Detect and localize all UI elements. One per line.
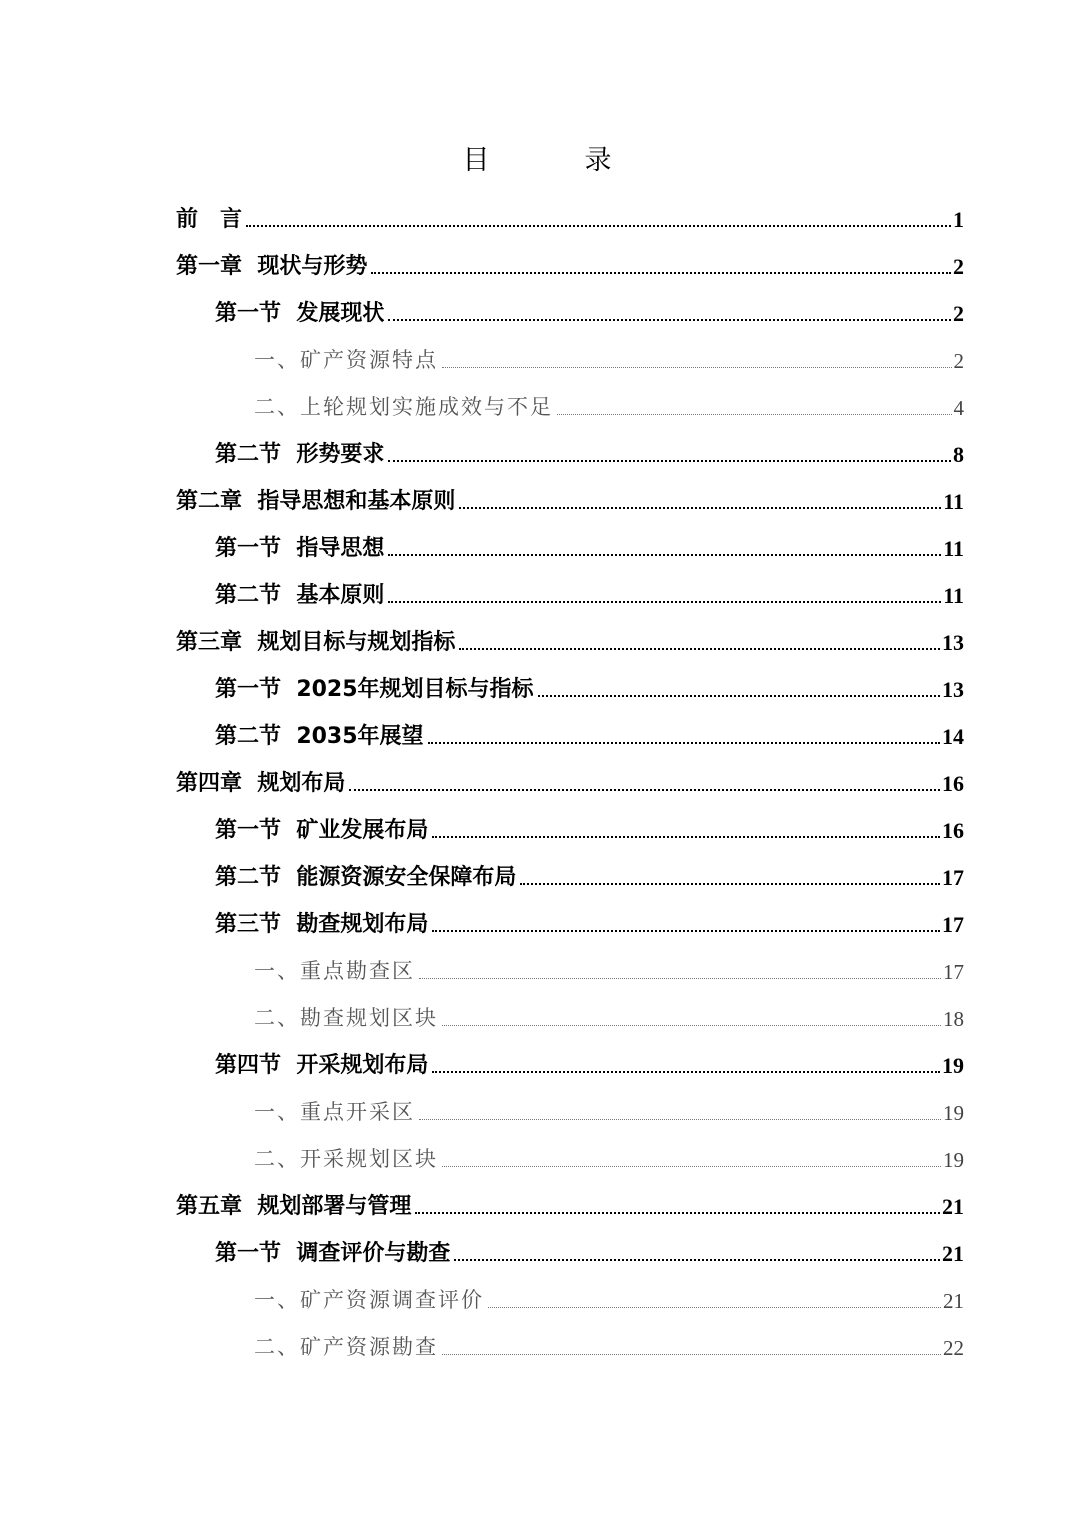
toc-section-entry[interactable] [176,429,964,476]
toc-entry-page-number: 13 [942,630,964,655]
table-of-contents [176,194,964,1369]
page-title: 目 录 [462,145,646,176]
toc-entry-label: 一、矿产资源特点 [254,348,438,372]
toc-subsection-entry[interactable] [176,1087,964,1134]
toc-chapter-entry[interactable] [176,194,964,241]
dot-leader [459,648,940,650]
toc-entry-page-number: 14 [942,724,964,749]
toc-chapter-entry[interactable] [176,476,964,523]
toc-entry-label: 第二章 指导思想和基本原则 [176,489,456,514]
toc-entry-label: 第四章 规划布局 [176,771,346,796]
dot-leader [419,1119,941,1120]
toc-entry-label: 二、上轮规划实施成效与不足 [254,395,553,419]
toc-entry-page-number: 19 [943,1148,964,1172]
toc-entry-label: 第一节 发展现状 [215,301,385,326]
toc-entry-label: 一、矿产资源调查评价 [254,1288,484,1312]
toc-entry-label: 第三章 规划目标与规划指标 [176,630,456,655]
dot-leader [349,789,940,791]
dot-leader [371,272,951,274]
toc-entry-label: 第一章 现状与形势 [176,254,368,279]
dot-leader [557,414,952,415]
toc-entry-page-number: 11 [943,489,964,514]
toc-entry-page-number: 1 [953,207,964,232]
toc-entry-page-number: 8 [953,442,964,467]
toc-entry-label: 第一节 2025年规划目标与指标 [215,677,534,702]
toc-section-entry[interactable] [176,523,964,570]
toc-subsection-entry[interactable] [176,993,964,1040]
dot-leader [432,836,940,838]
toc-subsection-entry[interactable] [176,1322,964,1369]
toc-entry-page-number: 13 [942,677,964,702]
toc-section-entry[interactable] [176,852,964,899]
toc-section-entry[interactable] [176,805,964,852]
toc-entry-label: 二、开采规划区块 [254,1147,438,1171]
dot-leader [428,742,940,744]
toc-entry-page-number: 22 [943,1336,964,1360]
toc-entry-page-number: 2 [953,301,964,326]
toc-section-entry[interactable] [176,1228,964,1275]
dot-leader [442,1025,941,1026]
toc-section-entry[interactable] [176,288,964,335]
dot-leader [432,930,940,932]
toc-entry-page-number: 21 [942,1194,964,1219]
toc-entry-label: 第一节 指导思想 [215,536,385,561]
toc-entry-page-number: 4 [953,396,964,420]
dot-leader [538,695,940,697]
toc-chapter-entry[interactable] [176,758,964,805]
dot-leader [442,1166,941,1167]
toc-entry-label: 第二节 2035年展望 [215,724,424,749]
toc-section-entry[interactable] [176,664,964,711]
toc-section-entry[interactable] [176,711,964,758]
toc-subsection-entry[interactable] [176,1134,964,1181]
toc-subsection-entry[interactable] [176,946,964,993]
dot-leader [388,319,951,321]
toc-entry-label: 第五章 规划部署与管理 [176,1194,412,1219]
toc-entry-page-number: 17 [942,865,964,890]
dot-leader [454,1259,940,1261]
toc-entry-label: 一、重点开采区 [254,1100,415,1124]
dot-leader [459,507,941,509]
toc-entry-label: 第一节 矿业发展布局 [215,818,429,843]
toc-entry-label: 第三节 勘查规划布局 [215,912,429,937]
dot-leader [432,1071,940,1073]
dot-leader [388,601,941,603]
dot-leader [415,1212,940,1214]
toc-entry-page-number: 16 [942,818,964,843]
toc-entry-page-number: 19 [942,1053,964,1078]
dot-leader [388,460,951,462]
toc-entry-label: 二、矿产资源勘查 [254,1335,438,1359]
toc-entry-label: 第二节 能源资源安全保障布局 [215,865,517,890]
toc-subsection-entry[interactable] [176,335,964,382]
toc-section-entry[interactable] [176,570,964,617]
toc-subsection-entry[interactable] [176,1275,964,1322]
toc-entry-page-number: 19 [943,1101,964,1125]
toc-entry-page-number: 21 [943,1289,964,1313]
dot-leader [442,1354,941,1355]
dot-leader [488,1307,941,1308]
dot-leader [520,883,940,885]
toc-entry-label: 第一节 调查评价与勘查 [215,1241,451,1266]
toc-entry-page-number: 21 [942,1241,964,1266]
toc-entry-label: 前 言 [176,207,243,232]
toc-chapter-entry[interactable] [176,241,964,288]
dot-leader [388,554,941,556]
toc-entry-page-number: 16 [942,771,964,796]
toc-entry-page-number: 2 [953,349,964,373]
toc-section-entry[interactable] [176,899,964,946]
dot-leader [419,978,941,979]
toc-entry-page-number: 11 [943,583,964,608]
toc-entry-label: 二、勘查规划区块 [254,1006,438,1030]
toc-entry-page-number: 18 [943,1007,964,1031]
toc-entry-page-number: 17 [943,960,964,984]
toc-entry-label: 第四节 开采规划布局 [215,1053,429,1078]
toc-subsection-entry[interactable] [176,382,964,429]
toc-entry-label: 第二节 基本原则 [215,583,385,608]
toc-entry-label: 第二节 形势要求 [215,442,385,467]
dot-leader [442,367,952,368]
toc-entry-page-number: 2 [953,254,964,279]
toc-chapter-entry[interactable] [176,617,964,664]
toc-entry-label: 一、重点勘查区 [254,959,415,983]
dot-leader [246,225,951,227]
toc-entry-page-number: 11 [943,536,964,561]
toc-chapter-entry[interactable] [176,1181,964,1228]
toc-entry-page-number: 17 [942,912,964,937]
toc-section-entry[interactable] [176,1040,964,1087]
